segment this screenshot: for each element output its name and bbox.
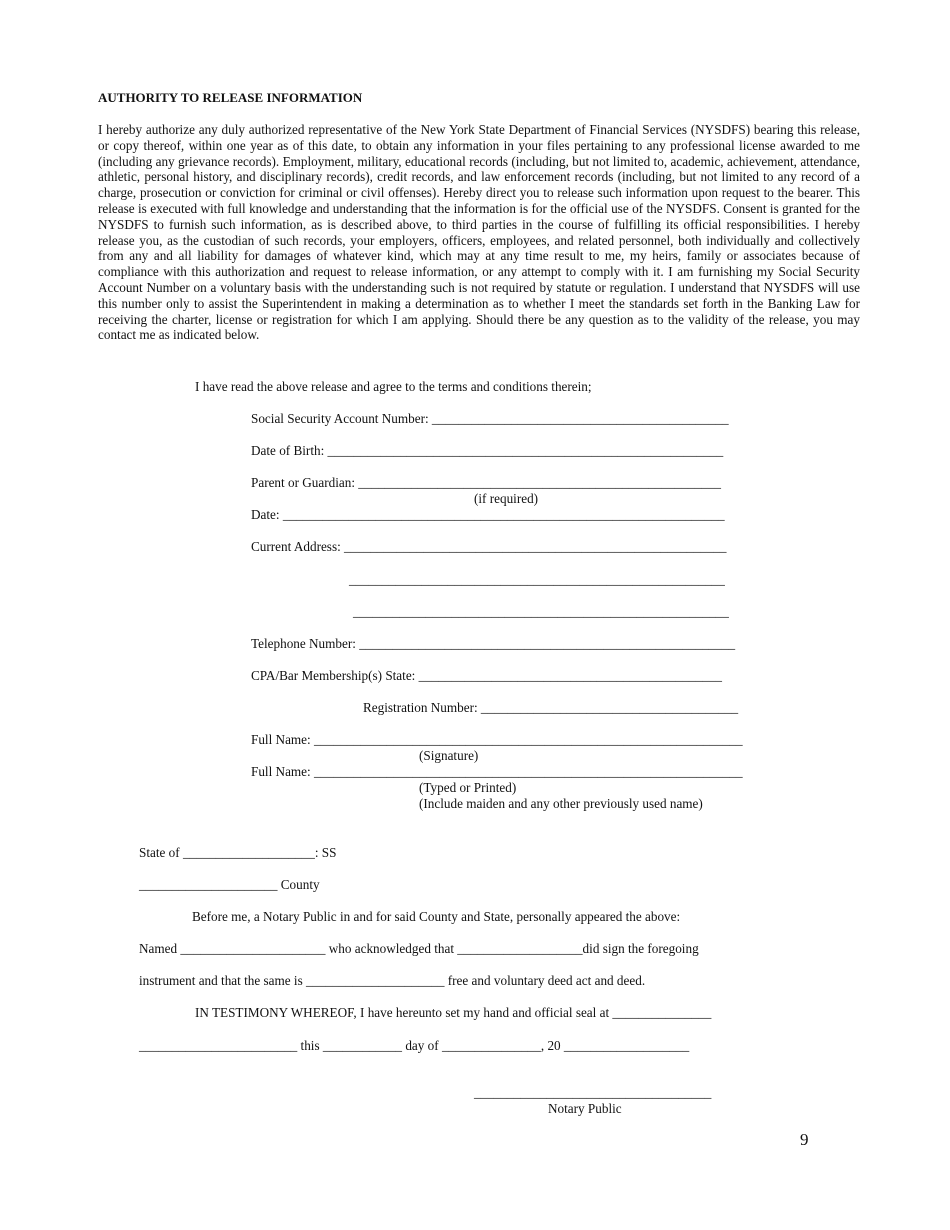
county-field[interactable]: _____________________ County [139, 877, 320, 892]
state-of-field[interactable]: State of ____________________: SS [139, 845, 337, 860]
maiden-name-note: (Include maiden and any other previously used name) [419, 796, 703, 811]
page-number: 9 [800, 1130, 809, 1149]
date-of-birth-field[interactable]: Date of Birth: ____________________________________________________________ [251, 443, 724, 458]
cpa-bar-membership-field[interactable]: CPA/Bar Membership(s) State: ______________________________________________ [251, 668, 722, 683]
notary-public-label: Notary Public [548, 1101, 622, 1116]
named-acknowledged-field[interactable]: Named ______________________ who acknowledged that ___________________did sign the foregoing [139, 941, 699, 956]
typed-note: (Typed or Printed) [419, 780, 517, 795]
ssn-field[interactable]: Social Security Account Number: _____________________________________________ [251, 411, 729, 426]
instrument-deed-field[interactable]: instrument and that the same is _____________________ free and voluntary deed act and deed. [139, 973, 646, 988]
notary-before-me: Before me, a Notary Public in and for said County and State, personally appeared the above: [192, 909, 681, 924]
day-date-field[interactable]: ________________________ this ____________ day of _______________, 20 ___________________ [139, 1038, 690, 1053]
full-name-typed-field[interactable]: Full Name: _________________________________________________________________ [251, 764, 743, 779]
testimony-seal-field[interactable]: IN TESTIMONY WHEREOF, I have hereunto set my hand and official seal at _______________ [195, 1005, 712, 1020]
page-title: AUTHORITY TO RELEASE INFORMATION [98, 90, 363, 105]
signature-note: (Signature) [419, 748, 479, 763]
release-paragraph: I hereby authorize any duly authorized representative of the New York State Department of Financial Services (NYSDFS) bearing this release, or copy thereof, within one year as of this date, to obtain any information in your files pertaining to any professional license awarded to me (including any grievance records). Employment, military, educational records (including, but not limited to, academic, achievement, attendance, athletic, personal history, and disciplinary records), credit records, and law enforcement records (including, but not limited to any record of a charge, prosecution or conviction for criminal or civil offenses). Hereby direct you to release such information upon request to the bearer. This release is executed with full knowledge and understanding that the information is for the official use of the NYSDFS. Consent is granted for the NYSDFS to furnish such information, as is described above, to third parties in the course of fulfilling its official responsibilities. I hereby release you, as the custodian of such records, your employers, officers, employees, and related personnel, both individually and collectively from any and all liability for damages of whatever kind, which may at any time result to me, my heirs, family or associates because of compliance with this authorization and request to release information, or any attempt to comply with it. I am furnishing my Social Security Account Number on a voluntary basis with the understanding such is not required by statute or regulation. I understand that NYSDFS will use this number only to assist the Superintendent in making a determination as to whether I meet the standards set forth in the Banking Law for receiving the charter, license or registration for which I am applying. Should there be any question as to the validity of the release, you may contact me as indicated below. [98, 122, 860, 343]
guardian-note: (if required) [474, 491, 539, 506]
current-address-field[interactable]: Current Address: __________________________________________________________ [251, 539, 727, 554]
date-field[interactable]: Date: ___________________________________________________________________ [251, 507, 725, 522]
agree-statement: I have read the above release and agree to the terms and conditions therein; [195, 379, 592, 394]
parent-guardian-field[interactable]: Parent or Guardian: _______________________________________________________ [251, 475, 721, 490]
full-name-signature-field[interactable]: Full Name: _________________________________________________________________ [251, 732, 743, 747]
address-line-2[interactable]: _________________________________________________________ [349, 572, 725, 587]
notary-signature-line[interactable]: ____________________________________ [474, 1085, 712, 1100]
registration-number-field[interactable]: Registration Number: _______________________________________ [363, 700, 739, 715]
telephone-field[interactable]: Telephone Number: _________________________________________________________ [251, 636, 736, 651]
address-line-3[interactable]: _________________________________________________________ [353, 604, 729, 619]
